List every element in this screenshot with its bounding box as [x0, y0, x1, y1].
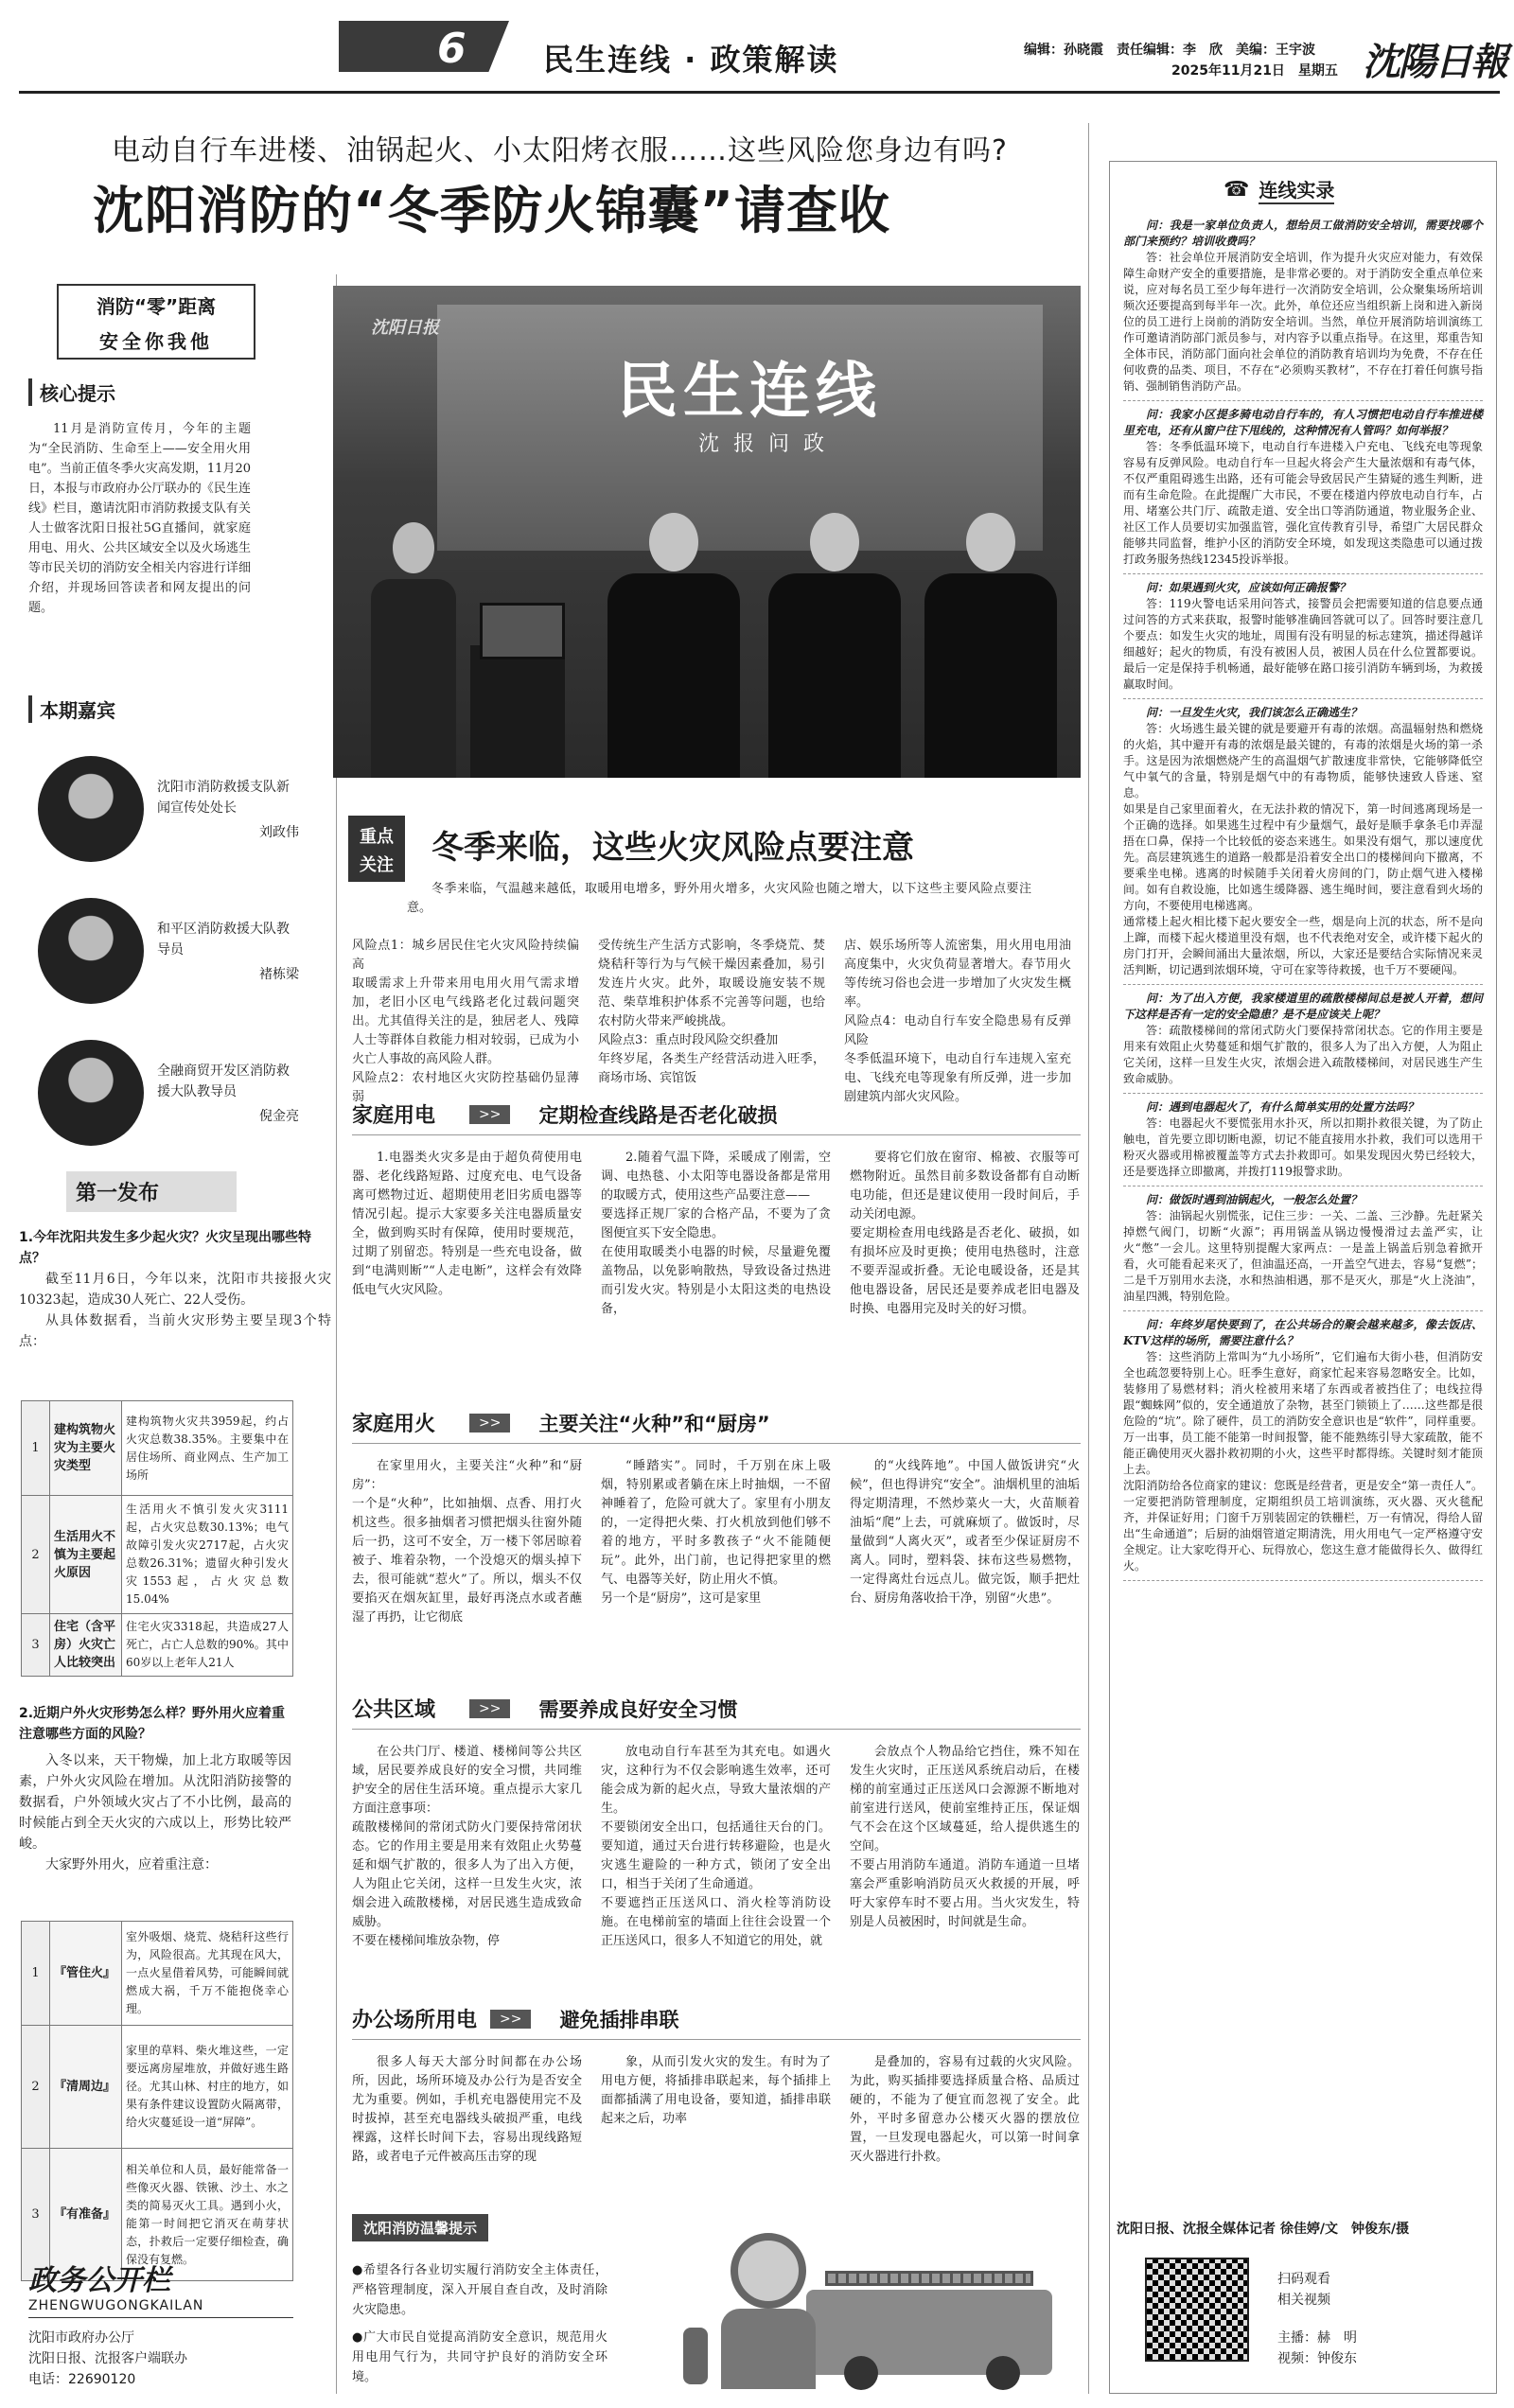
truck-ladder: [825, 2271, 1033, 2286]
row-label: 『清周边』: [50, 2026, 122, 2149]
avatar: [38, 898, 144, 1004]
tip-item: ●希望各行各业切实履行消防安全主体责任，严格管理制度，深入开展自查自改，及时消除火灾隐患。: [352, 2263, 607, 2317]
guest-desc: 全融商贸开发区消防救援大队教导员: [157, 1063, 290, 1099]
guest-desc: 沈阳市消防救援支队新闻宣传处处长: [157, 780, 290, 816]
main-divider: [1088, 123, 1089, 2394]
qa-question: 问：我家小区提多骑电动自行车的，有人习惯把电动自行车推进楼里充电，还有从窗户往下甩线的，这种情况有人管吗？如何举报？: [1123, 408, 1483, 437]
qr-code: [1145, 2258, 1249, 2362]
tips-list: [352, 2260, 607, 2387]
qr-caption-1: 扫码观看: [1277, 2272, 1330, 2287]
section-title: 定期检查线路是否老化破损: [538, 1103, 778, 1127]
guest-figure-2: [768, 513, 901, 778]
section-header: [352, 1694, 1081, 1730]
qa-question: 问：一旦发生火灾，我们该怎么正确逃生？: [1146, 706, 1363, 719]
q1-text: 截至11月6日，今年以来，沈阳市共接报火灾10323起，造成30人死亡、22人受伤。: [19, 1272, 331, 1308]
q1: 1.今年沈阳共发生多少起火灾？火灾呈现出哪些特点？: [19, 1230, 312, 1266]
qa-item: [1123, 1094, 1483, 1186]
core-tip: [28, 378, 251, 618]
focus-tag: [348, 816, 405, 882]
section-public-area: [352, 1694, 1081, 1951]
qa-title: 连线实录: [1259, 175, 1334, 204]
phone-icon: ☎: [1224, 178, 1250, 202]
section-label: 公共区域: [352, 1698, 436, 1722]
host-figure: [371, 522, 456, 778]
section-home-fire: [352, 1408, 1081, 1627]
focus-col2: 受传统生产生活方式影响，冬季烧荒、焚烧秸秆等行为与气候干燥因素叠加，易引发连片火灾。此外，取暖设施安装不规范、柴草堆积护体系不完善等问题，也给农村防火带来严峻挑战。 风险点3：重点时段风险交织叠加 年终岁尾，各类生产经营活动进入旺季，商场市场、宾馆饭: [598, 939, 825, 1085]
qa-answer: 答：疏散楼梯间的常闭式防火门要保持常闭状态。它的作用主要是用来有效阻止火势蔓延和烟气扩散的，很多人为了出入方便，人为阻止它关闭，这样一旦发生火灾，浓烟会进入疏散楼梯间，对居民逃生产生致命威胁。: [1123, 1024, 1483, 1085]
row-label: 住宅（含平房）火灾亡人比较突出: [50, 1614, 122, 1677]
section-label: 家庭用电: [352, 1104, 436, 1128]
guest-figure-1: [607, 513, 740, 778]
truck-wheel-2: [986, 2356, 1020, 2390]
issue-date: 2025年11月21日 星期五: [1171, 63, 1338, 79]
photo-logo: 沈阳日报: [371, 318, 439, 338]
section-column: 2.随着气温下降，采暖成了刚需，空调、电热毯、小太阳等电器设备都是常用的取暖方式，使用这些产品要注意—— 要选择正规厂家的合格产品，不要为了贪图便宜买下安全隐患。 在使用取暖类小电器的时候，尽量避免覆盖物品，以免影响散热，导致设备过热进而引发火灾。特别是小太阳这类的电热设备，: [601, 1151, 831, 1316]
guest-name: 倪金亮: [259, 1109, 299, 1124]
qa-item: [1123, 212, 1483, 401]
row-desc: 相关单位和人员，最好能常备一些像灭火器、铁锹、沙土、水之类的简易灭火工具。遇到小火，能第一时间把它消灭在萌芽状态，扑救后一定要仔细检查，确保没有复燃。: [122, 2149, 293, 2281]
qr-caption-2: 相关视频: [1277, 2293, 1330, 2308]
firefighter-illustration: [664, 2223, 1071, 2389]
section-column: 要将它们放在窗帘、棉被、衣服等可燃物附近。虽然目前多数设备都有自动断电功能，但还是建议使用一段时间后，手动关闭电源。 要定期检查用电线路是否老化、破损，如有损坏应及时更换；使用电热毯时，注意不要弄湿或折叠。无论电暖设备，还是其他电器设备，居民还是要养成老旧电器及时换、电器用完及时关的好习惯。: [850, 1151, 1080, 1316]
row-number: 1: [22, 1922, 50, 2026]
firefighter-head: [731, 2233, 806, 2309]
guest-name: 褚栋梁: [259, 967, 299, 982]
qa-answer: 答：这些消防上常叫为“九小场所”，它们遍布大街小巷，但消防安全也疏忽要特别上心。旺季生意好，商家忙起来容易忽略安全。比如，装修用了易燃材料；消火栓被用来堵了东西或者被挡住了；电线拉得跟“蜘蛛网”似的，安全通道放了杂物，甚至门锁锁上了……这些都是很危险的“坑”。除了硬件，员工的消防安全意识也是“软件”，同样重要。万一出事，员工能不能第一时间报警，能不能熟练引导大家疏散，能不能正确使用灭火器扑救初期的小火，这些平时都得练。关键时刻才能顶上去。 沈阳消防给各位商家的建议：您既是经营者，更是安全“第一责任人”。一定要把消防管理制度，定期组织员工培训演练，灭火器、灭火毯配齐，并保证好用；门窗千万别装固定的铁栅栏，万一有情况，得给人留出“生命通道”；后厨的油烟管道定期清洗，用火用电气一定严格遵守安全规定。让大家吃得开心、玩得放心，您这生意才能做得长久、做得红火。: [1123, 1350, 1483, 1573]
guest-card: [38, 880, 331, 1022]
guest-info: [157, 777, 299, 841]
guest-name: 刘政伟: [259, 825, 299, 840]
section-header: [352, 1408, 1081, 1444]
table-row: [22, 1496, 293, 1614]
focus-col3: 店、娱乐场所等人流密集，用火用电用油高度集中，火灾负荷显著增大。春节用火等传统习俗也会进一步增加了火灾发生概率。 风险点4：电动自行车安全隐患易有反弹风险 冬季低温环境下，电动自行车违规入室充电、飞线充电等现象有所反弹，进一步加剧建筑内部火灾风险。: [844, 939, 1071, 1104]
studio-desk: [470, 645, 565, 778]
row-label: 生活用火不慎为主要起火原因: [50, 1496, 122, 1614]
banner-line1: 消防“零”距离: [96, 295, 217, 318]
footer-line3: 电话：22690120: [28, 2372, 136, 2387]
tips-title: 沈阳消防温馨提示: [352, 2214, 488, 2241]
qa-answer: 答：119火警电话采用问答式，接警员会把需要知道的信息要点通过问答的方式来获取，报警时能够准确回答就可以了。回答时要注意几个要点：如发生火灾的地址，周围有没有明显的标志建筑，描述得越详细越好；起火的物质，有没有被困人员，被困人员在什么位置都要说。最后一定是保持手机畅通，最好能够在路口接引消防车辆到场，为救援赢取时间。: [1123, 597, 1483, 691]
photo-overlay-title: 民生连线: [617, 357, 882, 427]
qa-question: 问：如果遇到火灾，应该如何正确报警？: [1146, 581, 1351, 594]
qa-byline: 沈阳日报、沈报全媒体记者 徐佳婷/文 钟俊东/摄: [1117, 2222, 1410, 2237]
section-column: 会放点个人物品给它挡住，殊不知在发生火灾时，正压送风系统启动后，在楼梯的前室通过正压送风口会源源不断地对前室进行送风，使前室维持正压，保证烟气不会在这个区域蔓延，给人提供逃生的空间。 不要占用消防车通道。消防车通道一旦堵塞会严重影响消防员灭火救援的开展，呼吁大家停车时不要占用。当火灾发生，特别是人员被困时，时间就是生命。: [850, 1745, 1080, 1929]
section-header: [352, 2004, 1081, 2040]
section-column: 放电动自行车甚至为其充电。如遇火灾，这种行为不仅会影响逃生效率，还可能会成为新的起火点，导致大量浓烟的产生。 不要锁闭安全出口，包括通往天台的门。要知道，通过天台进行转移避险，也是火灾逃生避险的一种方式，锁闭了安全出口，相当于关闭了生命通道。 不要遮挡正压送风口、消火栓等消防设施。在电梯前室的墙面上往往会设置一个正压送风口，很多人不知道它的用处，就: [601, 1745, 831, 1948]
guest-info: [157, 919, 299, 983]
table-row: [22, 1922, 293, 2026]
qa-item: [1123, 985, 1483, 1094]
headline-kicker: 电动自行车进楼、油锅起火、小太阳烤衣服……这些风险您身边有吗?: [112, 134, 1008, 167]
row-label: 『有准备』: [50, 2149, 122, 2281]
qa-question: 问：遇到电器起火了，有什么简单实用的处置方法吗？: [1146, 1100, 1419, 1114]
masthead: [0, 0, 1514, 84]
guests: [28, 695, 331, 723]
qa-question: 问：做饭时遇到油锅起火，一般怎么处置？: [1146, 1193, 1363, 1206]
row-desc: 室外吸烟、烧荒、烧秸秆这些行为，风险很高。尤其现在风大，一点火星借着风势，可能瞬间就燃成大祸，千万不能抱侥幸心理。: [122, 1922, 293, 2026]
qa-header: [1224, 175, 1496, 204]
core-tip-text: 11月是消防宣传月，今年的主题为“全民消防、生命至上——安全用火用电”。当前正值冬季火灾高发期，11月20日，本报与市政府办公厅联办的《民生连线》栏目，邀请沈阳市消防救援支队有关人士做客沈阳日报社5G直播间，就家庭用电、用火、公共区域安全以及火场逃生等市民关切的消防安全相关内容进行详细介绍，并现场回答读者和网友提出的问题。: [28, 422, 251, 615]
qa-answer: 答：油锅起火别慌张，记住三步：一关、二盖、三沙静。先赶紧关掉燃气阀门，切断“火源”；再用锅盖从锅边慢慢滑过去盖严实，让火“憋”一会儿。这里特别提醒大家两点：一是盖上锅盖后别急着掀开看，火可能看起来灭了，但油温还高，一开盖空气进去，容易“复燃”；二是千万别用水去浇，水和热油相遇，那不是灭火，那是“火上浇油”，油星四溅，特别危险。: [1123, 1209, 1483, 1303]
focus-col1: 风险点1：城乡居民住宅火灾风险持续偏高 取暖需求上升带来用电用火用气需求增加，老旧小区电气线路老化过载问题突出。尤其值得关注的是，独居老人、残障人士等群体自救能力相对较弱，已成为小火亡人事故的高风险人群。 风险点2：农村地区火灾防控基础仍显薄弱: [352, 939, 579, 1104]
qa-list: [1110, 204, 1496, 1581]
section-label: 家庭用火: [352, 1413, 436, 1436]
page-number: 6: [437, 25, 467, 73]
q1-text2: 从具体数据看，当前火灾形势主要呈现3个特点：: [19, 1313, 331, 1349]
table-row: [22, 2026, 293, 2149]
editors: 编辑：孙晓霞 责任编辑：李 欣 美编：王宇波: [1024, 43, 1315, 58]
row-label: 建构筑物火灾为主要火灾类型: [50, 1401, 122, 1496]
release-title: 第一发布: [66, 1171, 237, 1212]
focus-lead: 冬季来临，气温越来越低，取暖用电增多，野外用火增多，火灾风险也随之增大，以下这些主要风险点要注意。: [407, 882, 1031, 915]
section-column: 是叠加的，容易有过载的火灾风险。为此，购买插排要选择质量合格、品质过硬的，不能为了便宜而忽视了安全。此外，平时多留意办公楼灭火器的摆放位置，一旦发现电器起火，可以第一时间拿灭火器进行扑救。: [850, 2055, 1080, 2164]
section-column: 1.电器类火灾多是由于超负荷使用电器、老化线路短路、过度充电、电气设备离可燃物过近、超期使用老旧劣质电器等情况引起。提示大家要多关注电器质量安全，做到购买时有保障，使用时要规范，过期了别留恋。特别是一些充电设备，做到“电满则断”“人走电断”，这样会有效降低电气火灾风险。: [352, 1151, 582, 1297]
section-column: 的“火线阵地”。中国人做饭讲究“火候”，但也得讲究“安全”。油烟机里的油垢得定期清理，不然炒菜火一大，火苗顺着油垢“爬”上去，可就麻烦了。做饭时，尽量做到“人离火灭”，或者至少保证厨房不离人。同时，塑料袋、抹布这些易燃物，一定得离灶台远点儿。做完饭，顺手把灶台、厨房角落收拾干净，别留“火患”。: [850, 1459, 1080, 1606]
focus-tag-2: 关注: [360, 855, 394, 875]
avatar: [38, 1040, 144, 1146]
photo-overlay-sub: 沈 报 问 政: [698, 432, 828, 456]
qa-answer: 答：冬季低温环境下，电动自行车进楼入户充电、飞线充电等现象容易有反弹风险。电动自行车一旦起火将会产生大量浓烟和有毒气体，不仅严重阻碍逃生出路，还有可能会导致居民产生猜疑的逃生判断，进而有生命危险。在此提醒广大市民，不要在楼道内停放电动自行车，占用、堵塞公共门厅、疏散走道、安全出口等消防通道，物业服务企业、社区工作人员要切实加强监管，强化宣传教育引导，希望广大居民群众能够共同监督，维护小区的消防安全环境，如发现这类隐患可以通过拨打政务服务热线12345投诉举报。: [1123, 440, 1483, 566]
truck-wheel-1: [844, 2356, 878, 2390]
footer-pinyin: ZHENGWUGONGKAILAN: [28, 2298, 293, 2318]
release-block: [19, 1171, 331, 1352]
section-column: 在家里用火，主要关注“火种”和“厨房”： 一个是“火种”，比如抽烟、点香、用打火机这些。很多抽烟者习惯把烟头往窗外随后一扔，这可不安全，万一楼下邻居晾着被子、堆着杂物，一个没熄灭的烟头掉下去，很可能就“惹火”了。所以，烟头不仅要掐灭在烟灰缸里，最好再浇点水或者蘸湿了再扔，让它彻底: [352, 1459, 582, 1625]
qa-item: [1123, 574, 1483, 699]
sidebar-banner: [57, 284, 255, 360]
arrow-icon: >>: [469, 1105, 510, 1124]
focus-title: 冬季来临，这些火灾风险点要注意: [431, 829, 914, 867]
firefighter-body: [721, 2309, 816, 2389]
qa-answer: 答：火场逃生最关键的就是要避开有毒的浓烟。高温辐射热和燃烧的火焰，其中避开有毒的浓烟是最关键的，有毒的浓烟是火场的第一杀手。这是因为浓烟燃烧产生的高温烟气扩散速度非常快，它能够降低空气中氧气的含量，特别是烟气中的有毒物质，能够快速致人昏迷、窒息。 如果是自己家里面着火，在无法扑救的情况下，第一时间逃离现场是一个正确的选择。如果逃生过程中有少量烟气，最好是顺手拿条毛巾弄湿捂在口鼻，保持一个比较低的姿态来逃生。如果没有烟气，那以速度优先。高层建筑逃生的道路一般都是沿着安全出口的楼梯间向下撤离，不要乘坐电梯。逃离的时候随手关闭着火房间的门，防止烟气进入楼梯间。如有自救设施，比如逃生缓降器、逃生绳时间，要注意看到火场的方向，不要使用电梯逃离。 通常楼上起火相比楼下起火要安全一些，烟是向上沉的状态，所不是向上蹿，而楼下起火楼道里没有烟，也不代表绝对安全，或许楼下起火的房门打开，会瞬间涌出大量浓烟，所以，大家还是要结合实际情况来灵活判断，切记遇到浓烟环境，守可在家等待救援，也千万不要硬闯。: [1123, 722, 1483, 976]
tips-box: [352, 2214, 1081, 2394]
credits-1: 主播：赫 明: [1277, 2330, 1357, 2346]
table-row: [22, 1401, 293, 1496]
banner-line2: 安全你我他: [99, 330, 213, 353]
qa-question: 问：年终岁尾快要到了，在公共场合的聚会越来越多，像去饭店、KTV这样的场所，需要注意什么？: [1123, 1318, 1483, 1347]
focus-tag-1: 重点: [360, 827, 394, 847]
qa-panel: [1109, 161, 1497, 2394]
qa-item: [1123, 1311, 1483, 1581]
footer-logo: 政务公开栏: [28, 2264, 170, 2297]
core-tip-title: 核心提示: [28, 378, 251, 406]
section-label: 办公场所用电: [352, 2009, 478, 2032]
qa-item: [1123, 1186, 1483, 1311]
guest-info: [157, 1061, 299, 1125]
qa-item: [1123, 699, 1483, 985]
qa-answer: 答：社会单位开展消防安全培训，作为提升火灾应对能力，有效保障生命财产安全的重要措施，是非常必要的。对于消防安全重点单位来说，应对每名员工至少每年进行一次消防安全培训，公众聚集场所培训频次还要提高到每半年一次。此外，单位还应当组织新上岗和进入新岗位的员工进行上岗前的消防安全培训。当然，单位开展消防培训演练工作可邀请消防部门派员参与，对内容予以重点指导。在这里，郑重告知全体市民，消防部门面向社会单位的消防教育培训均为免费，不存在任何收费的品类、项目，不存在“必须购买教材”，不存在打着任何旗号指销、强制销售消防产品。: [1123, 251, 1483, 393]
guest-card: [38, 1022, 331, 1164]
fire-stats-table: [21, 1400, 293, 1677]
sidebar-footer: [28, 2257, 293, 2390]
guest-desc: 和平区消防救援大队教导员: [157, 922, 290, 958]
extinguisher: [683, 2328, 708, 2384]
table-row: [22, 1614, 293, 1677]
row-desc: 家里的草料、柴火堆这些，一定要远离房屋堆放，并做好逃生路径。尤其山林、村庄的地方，如果有条件建议设置防火隔离带，给火灾蔓延设一道“屏障”。: [122, 2026, 293, 2149]
qa-answer: 答：电器起火不要慌张用水扑灭，所以扣期扑救很关键，为了防止触电，首先要立即切断电源，切记不能直接用水扑救，我们可以选用干粉灭火器或用棉被覆盖等方式去扑救即可。如果发现因火势已经较大，还是要选择立即撤离，并拨打119报警求助。: [1123, 1116, 1483, 1178]
paper-logo: 沈陽日報: [1363, 41, 1506, 84]
tip-item: ●广大市民自觉提高消防安全意识，规范用火用电用气行为，共同守护良好的消防安全环境。: [352, 2330, 607, 2384]
arrow-icon: >>: [490, 2010, 531, 2029]
section-home-electricity: [352, 1099, 1081, 1319]
row-number: 1: [22, 1401, 50, 1496]
row-desc: 住宅火灾3318起，共造成27人死亡，占亡人总数的90%。其中60岁以上老年人21人: [122, 1614, 293, 1677]
section-title: 需要养成良好安全习惯: [538, 1697, 738, 1721]
guest-figure-3: [924, 513, 1057, 778]
row-desc: 建构筑物火灾共3959起，约占火灾总数38.35%。主要集中在居住场所、商业网点、生产加工场所: [122, 1401, 293, 1496]
footer-line2: 沈阳日报、沈报客户端联办: [28, 2351, 187, 2366]
q2-text2: 大家野外用火，应着重注意：: [45, 1857, 218, 1872]
credits-2: 视频：钟俊东: [1277, 2351, 1357, 2366]
desk-screen: [480, 603, 565, 659]
section-columns: [352, 2053, 1081, 2167]
row-number: 2: [22, 1496, 50, 1614]
qa-question: 问：为了出入方便，我家楼道里的疏散楼梯间总是被人开着，想问下这样是否有一定的安全隐患？是不是应该关上呢？: [1123, 992, 1483, 1021]
row-number: 3: [22, 2149, 50, 2281]
section-column: 象，从而引发火灾的发生。有时为了用电方便，将插排串联起来，每个插排上面都插满了用电设备，要知道，插排串联起来之后，功率: [601, 2055, 831, 2126]
section-header: [352, 1099, 1081, 1135]
q2: 2.近期户外火灾形势怎么样？野外用火应着重注意哪些方面的风险？: [19, 1706, 286, 1742]
section-title: 避免插排串联: [559, 2008, 679, 2031]
row-desc: 生活用火不慎引发火灾3111起，占火灾总数30.13%；电气故障引发火灾2717起，占火灾总数26.31%；遗留火种引发火灾1553起，占火灾总数15.04%: [122, 1496, 293, 1614]
masthead-rule: [19, 91, 1500, 94]
section-name: 民生连线 · 政策解读: [543, 42, 839, 78]
row-label: 『管住火』: [50, 1922, 122, 2026]
section-column: 很多人每天大部分时间都在办公场所，因此，场所环境及办公行为是否安全尤为重要。例如，手机充电器使用完不及时拔掉，甚至充电器线头破损严重，电线裸露，这样长时间下去，容易出现线路短路，或者电子元件被高压击穿的现: [352, 2055, 582, 2164]
section-office: [352, 2004, 1081, 2167]
section-columns: [352, 1743, 1081, 1951]
page-number-box: [339, 21, 509, 72]
headline-title: 沈阳消防的“冬季防火锦囊”请查收: [93, 181, 890, 240]
row-number: 3: [22, 1614, 50, 1677]
avatar: [38, 756, 144, 862]
section-column: 在公共门厅、楼道、楼梯间等公共区域，居民要养成良好的安全习惯，共同维护安全的居住生活环境。重点提示大家几方面注意事项： 疏散楼梯间的常闭式防火门要保持常闭状态。它的作用主要是用来有效阻止火势蔓延和烟气扩散的，很多人为了出入方便，人为阻止它关闭，这样一旦发生火灾，浓烟会进入疏散楼梯，对居民逃生造成致命威胁。 不要在楼梯间堆放杂物，停: [352, 1745, 582, 1948]
guest-list: [38, 738, 331, 1164]
row-number: 2: [22, 2026, 50, 2149]
qa-question: 问：我是一家单位负责人，想给员工做消防安全培训，需要找哪个部门来预约？培训收费吗？: [1123, 219, 1483, 248]
arrow-icon: >>: [469, 1699, 510, 1718]
section-column: “睡踏实”。同时，千万别在床上吸烟，特别累或者躺在床上时抽烟，一不留神睡着了，危险可就大了。家里有小朋友的，一定得把火柴、打火机放到他们够不着的地方，平时多教孩子“火不能随便玩”。此外，出门前，也记得把家里的燃气、电器等关好，防止用火不慎。 另一个是“厨房”，这可是家里: [601, 1459, 831, 1606]
qa-item: [1123, 401, 1483, 574]
section-title: 主要关注“火种”和“厨房”: [538, 1412, 770, 1435]
outdoor-fire-table: [21, 1921, 293, 2281]
studio-photo: [333, 286, 1081, 778]
arrow-icon: >>: [469, 1414, 510, 1432]
guests-title: 本期嘉宾: [28, 695, 331, 723]
footer-line1: 沈阳市政府办公厅: [28, 2330, 134, 2346]
q2-block: [19, 1703, 291, 1875]
q2-text: 入冬以来，天干物燥，加上北方取暖等因素，户外火灾风险在增加。从沈阳消防接警的数据看，户外领域火灾占了不小比例，最高的时候能占到全天火灾的六成以上，形势比较严峻。: [19, 1753, 291, 1852]
guest-card: [38, 738, 331, 880]
section-columns: [352, 1149, 1081, 1319]
section-columns: [352, 1457, 1081, 1627]
